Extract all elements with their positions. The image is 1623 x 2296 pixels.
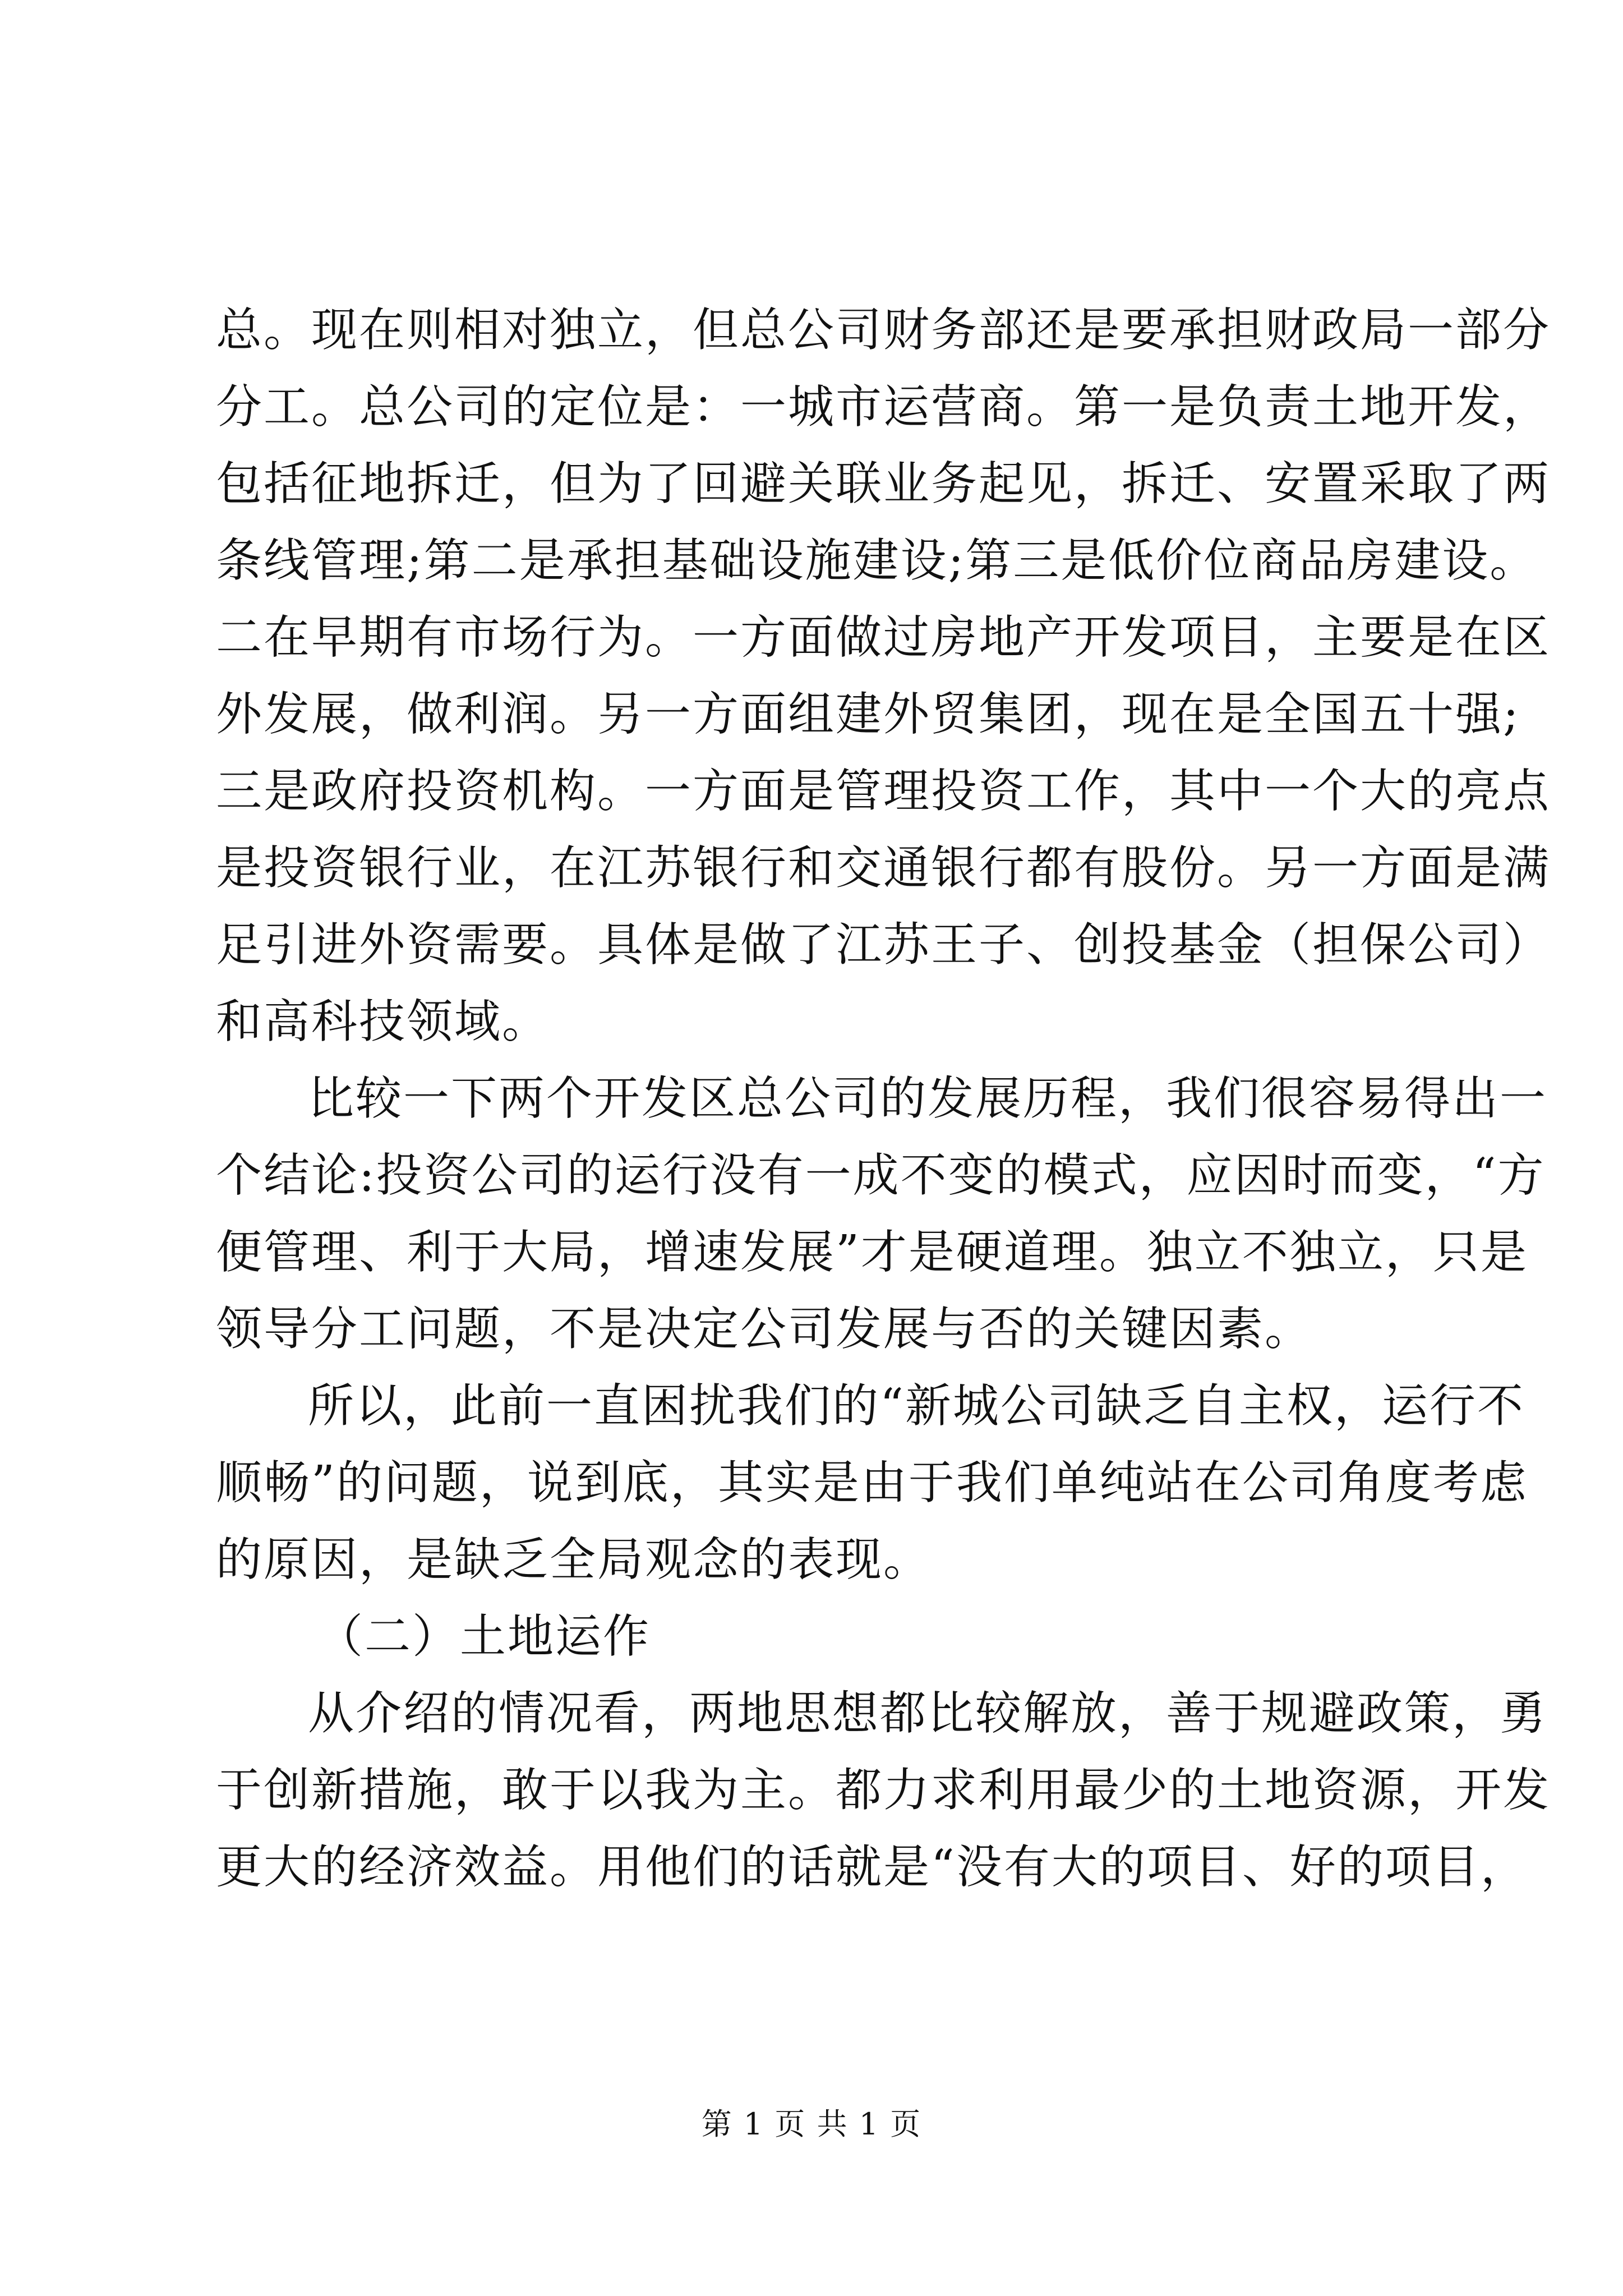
paragraph-first-line: 从介绍的情况看，两地思想都比较解放，善于规避政策，勇 bbox=[308, 1687, 1548, 1740]
text-line: 二在早期有市场行为。一方面做过房地产开发项目，主要是在区 bbox=[216, 611, 1551, 664]
page-footer bbox=[0, 2105, 1623, 2144]
text-line: 外发展，做利润。另一方面组建外贸集团，现在是全国五十强; bbox=[216, 688, 1520, 741]
text-line: 顺畅”的问题，说到底，其实是由于我们单纯站在公司角度考虑 bbox=[216, 1456, 1528, 1510]
text-line: 便管理、利于大局，增速发展”才是硬道理。独立不独立，只是 bbox=[216, 1226, 1528, 1279]
text-line: 领导分工问题，不是决定公司发展与否的关键因素。 bbox=[216, 1303, 1313, 1356]
text-line: 是投资银行业，在江苏银行和交通银行都有股份。另一方面是满 bbox=[216, 841, 1551, 895]
text-line: 个结论:投资公司的运行没有一成不变的模式，应因时而变，“方 bbox=[216, 1149, 1546, 1202]
text-line: 总。现在则相对独立，但总公司财务部还是要承担财政局一部分 bbox=[216, 303, 1551, 357]
page-number-label: 第 1 页 共 1 页 bbox=[701, 2106, 922, 2142]
document-body bbox=[216, 292, 1551, 1906]
text-line: 的原因，是缺乏全局观念的表现。 bbox=[216, 1533, 932, 1586]
paragraph-first-line: 比较一下两个开发区总公司的发展历程，我们很容易得出一 bbox=[308, 1072, 1548, 1125]
paragraph-first-line: 所以，此前一直困扰我们的“新城公司缺乏自主权，运行不 bbox=[308, 1379, 1525, 1433]
text-line: 和高科技领域。 bbox=[216, 995, 550, 1048]
text-line: 包括征地拆迁，但为了回避关联业务起见，拆迁、安置采取了两 bbox=[216, 457, 1551, 510]
section-heading: （二）土地运作 bbox=[317, 1610, 651, 1663]
text-line: 条线管理;第二是承担基础设施建设;第三是低价位商品房建设。 bbox=[216, 534, 1538, 587]
text-line: 三是政府投资机构。一方面是管理投资工作，其中一个大的亮点 bbox=[216, 765, 1551, 818]
text-line: 足引进外资需要。具体是做了江苏王子、创投基金（担保公司） bbox=[216, 918, 1551, 972]
text-line: 分工。总公司的定位是：一城市运营商。第一是负责土地开发， bbox=[216, 380, 1551, 434]
text-line: 于创新措施，敢于以我为主。都力求利用最少的土地资源，开发 bbox=[216, 1764, 1551, 1817]
text-line: 更大的经济效益。用他们的话就是“没有大的项目、好的项目， bbox=[216, 1841, 1528, 1894]
